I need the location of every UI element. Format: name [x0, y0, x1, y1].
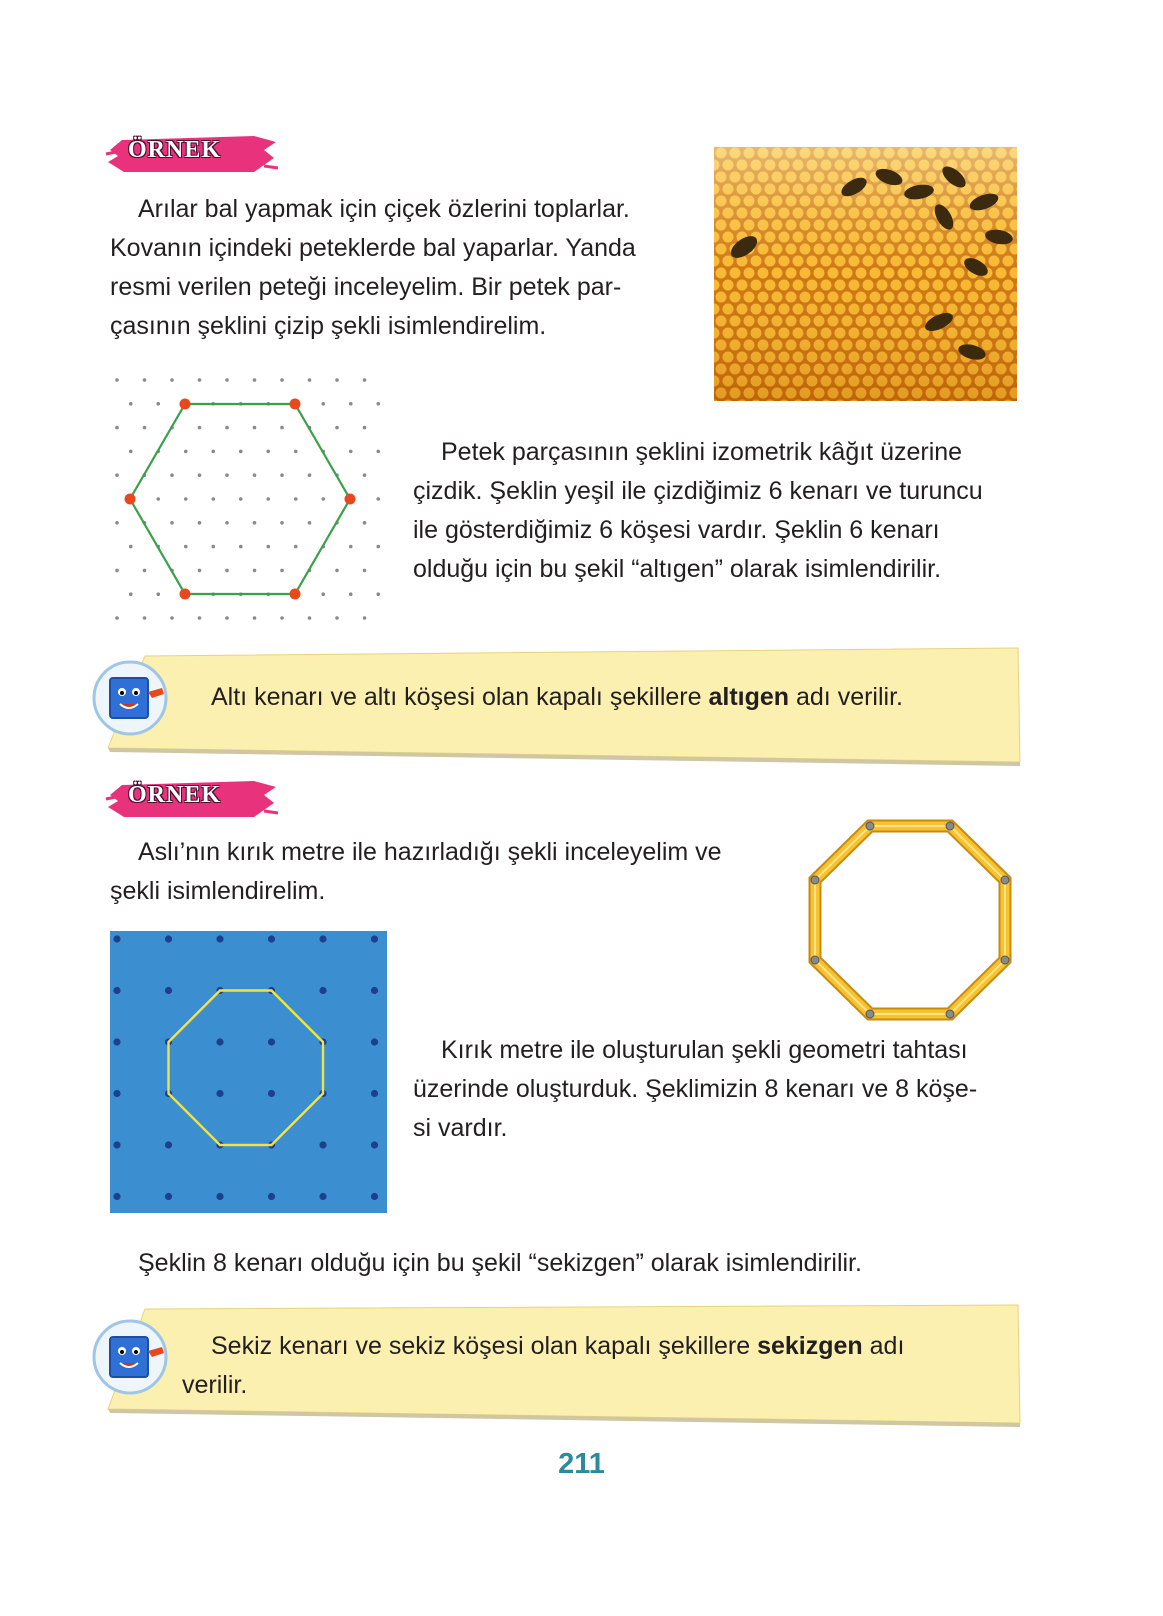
grid-dot — [225, 521, 229, 525]
mascot-icon — [92, 658, 172, 738]
mascot-icon — [92, 1317, 172, 1397]
grid-dot — [129, 402, 133, 406]
geoboard-peg — [165, 987, 172, 994]
grid-dot — [376, 402, 380, 406]
geoboard-peg — [268, 935, 275, 942]
geoboard-peg — [371, 987, 378, 994]
honeycomb-photo — [714, 147, 1017, 401]
geoboard-peg — [319, 1141, 326, 1148]
geoboard-peg — [113, 1090, 120, 1097]
grid-dot — [253, 616, 257, 620]
explanation-line: üzerinde oluşturduk. Şeklimizin 8 kenarı ve 8 köşe- — [413, 1075, 978, 1103]
intro-line: Aslı’nın kırık metre ile hazırladığı şekli inceleyelim ve — [138, 838, 722, 866]
isometric-hexagon-drawing — [105, 368, 390, 630]
geoboard-peg — [319, 987, 326, 994]
note-keyword: sekizgen — [757, 1332, 863, 1360]
badge-label: ÖRNEK — [128, 782, 222, 808]
example2-intro — [110, 833, 800, 911]
grid-dot — [280, 473, 284, 477]
geoboard-peg — [216, 1090, 223, 1097]
geoboard-peg — [371, 1038, 378, 1045]
grid-dot — [280, 521, 284, 525]
geoboard-peg — [165, 1193, 172, 1200]
grid-dot — [294, 497, 298, 501]
ornek-badge-2 — [104, 773, 279, 825]
grid-dot — [308, 473, 312, 477]
note-text-2 — [182, 1327, 1002, 1405]
note-text-part: verilir. — [182, 1371, 248, 1399]
grid-dot — [335, 569, 339, 573]
grid-dot — [170, 521, 174, 525]
grid-dot — [129, 592, 133, 596]
geoboard-peg — [113, 1193, 120, 1200]
grid-dot — [239, 497, 243, 501]
grid-dot — [335, 616, 339, 620]
hexagon-vertex — [180, 399, 191, 410]
grid-dot — [115, 378, 119, 382]
grid-dot — [143, 616, 147, 620]
grid-dot — [335, 426, 339, 430]
grid-dot — [129, 545, 133, 549]
grid-dot — [363, 378, 367, 382]
note-box-2 — [90, 1303, 1025, 1433]
example1-explanation — [413, 433, 1017, 589]
grid-dot — [294, 450, 298, 454]
grid-dot — [129, 450, 133, 454]
note-text-part: Altı kenarı ve altı köşesi olan kapalı şekillere — [211, 683, 709, 711]
grid-dot — [253, 521, 257, 525]
hexagon-vertex — [125, 494, 136, 505]
grid-dot — [266, 450, 270, 454]
grid-dot — [363, 569, 367, 573]
grid-dot — [253, 473, 257, 477]
geoboard-peg — [216, 1193, 223, 1200]
grid-dot — [115, 426, 119, 430]
note-keyword: altıgen — [708, 683, 790, 711]
grid-dot — [376, 497, 380, 501]
note-text-part: adı verilir. — [789, 683, 903, 711]
grid-dot — [156, 592, 160, 596]
grid-dot — [170, 378, 174, 382]
grid-dot — [225, 569, 229, 573]
geoboard-peg — [371, 1141, 378, 1148]
grid-dot — [308, 616, 312, 620]
grid-dot — [198, 378, 202, 382]
geoboard-peg — [165, 1141, 172, 1148]
hexagon-vertex — [345, 494, 356, 505]
explanation-line: çizdik. Şeklin yeşil ile çizdiğimiz 6 kenarı ve turuncu — [413, 477, 983, 505]
grid-dot — [198, 616, 202, 620]
grid-dot — [211, 497, 215, 501]
grid-dot — [349, 592, 353, 596]
note-box-1 — [90, 640, 1025, 770]
example1-intro — [110, 190, 688, 346]
geoboard-peg — [216, 935, 223, 942]
intro-line: resmi verilen peteği inceleyelim. Bir petek par- — [110, 273, 622, 301]
note-text-1 — [211, 678, 991, 717]
grid-dot — [349, 402, 353, 406]
note-text-part: Sekiz kenarı ve sekiz köşesi olan kapalı şekillere — [211, 1332, 758, 1360]
grid-dot — [211, 450, 215, 454]
explanation-line: si vardır. — [413, 1114, 508, 1142]
geoboard-peg — [113, 935, 120, 942]
grid-dot — [143, 426, 147, 430]
grid-dot — [253, 426, 257, 430]
grid-dot — [115, 616, 119, 620]
grid-dot — [184, 545, 188, 549]
grid-dot — [225, 426, 229, 430]
explanation-line: olduğu için bu şekil “altıgen” olarak isimlendirilir. — [413, 555, 942, 583]
grid-dot — [156, 497, 160, 501]
grid-dot — [349, 545, 353, 549]
intro-line: şekli isimlendirelim. — [110, 877, 326, 905]
geoboard-peg — [113, 1038, 120, 1045]
grid-dot — [115, 521, 119, 525]
ornek-badge-1 — [104, 128, 279, 180]
geoboard-peg — [268, 1193, 275, 1200]
grid-dot — [115, 473, 119, 477]
grid-dot — [280, 616, 284, 620]
grid-dot — [280, 569, 284, 573]
grid-dot — [115, 569, 119, 573]
intro-line: Arılar bal yapmak için çiçek özlerini toplarlar. — [138, 195, 630, 223]
geoboard-peg — [319, 935, 326, 942]
grid-dot — [184, 450, 188, 454]
hexagon-vertex — [290, 589, 301, 600]
hexagon-vertex — [180, 589, 191, 600]
geoboard-peg — [371, 935, 378, 942]
geoboard-peg — [113, 1141, 120, 1148]
intro-line: çasının şeklini çizip şekli isimlendirelim. — [110, 312, 547, 340]
grid-dot — [321, 402, 325, 406]
page-number: 211 — [558, 1448, 605, 1480]
note-text-part: adı — [862, 1332, 905, 1360]
badge-label: ÖRNEK — [128, 137, 222, 163]
grid-dot — [376, 450, 380, 454]
explanation-line: Petek parçasının şeklini izometrik kâğıt üzerine — [441, 438, 963, 466]
grid-dot — [363, 521, 367, 525]
grid-dot — [266, 545, 270, 549]
grid-dot — [321, 592, 325, 596]
geoboard-peg — [113, 987, 120, 994]
grid-dot — [253, 378, 257, 382]
hexagon-vertex — [290, 399, 301, 410]
grid-dot — [363, 426, 367, 430]
grid-dot — [143, 378, 147, 382]
grid-dot — [198, 569, 202, 573]
grid-dot — [225, 473, 229, 477]
grid-dot — [349, 450, 353, 454]
geoboard-peg — [165, 935, 172, 942]
geoboard-octagon — [110, 931, 387, 1213]
grid-dot — [280, 378, 284, 382]
grid-dot — [143, 569, 147, 573]
intro-line: Kovanın içindeki peteklerde bal yaparlar. Yanda — [110, 234, 636, 262]
geoboard-peg — [371, 1193, 378, 1200]
grid-dot — [308, 521, 312, 525]
explanation-line: ile gösterdiğimiz 6 köşesi vardır. Şeklin 6 kenarı — [413, 516, 940, 544]
grid-dot — [239, 450, 243, 454]
geoboard-surface — [110, 931, 387, 1213]
grid-dot — [170, 473, 174, 477]
grid-dot — [321, 497, 325, 501]
explanation-line: Kırık metre ile oluşturulan şekli geometri tahtası — [441, 1036, 968, 1064]
grid-dot — [225, 616, 229, 620]
grid-dot — [280, 426, 284, 430]
geoboard-peg — [216, 1038, 223, 1045]
grid-dot — [156, 402, 160, 406]
example2-conclusion: Şeklin 8 kenarı olduğu için bu şekil “sekizgen” olarak isimlendirilir. — [138, 1249, 862, 1277]
geoboard-peg — [319, 1193, 326, 1200]
grid-dot — [253, 569, 257, 573]
grid-dot — [294, 545, 298, 549]
grid-dot — [376, 592, 380, 596]
grid-dot — [239, 545, 243, 549]
grid-dot — [170, 616, 174, 620]
grid-dot — [198, 473, 202, 477]
example2-explanation — [413, 1031, 1017, 1148]
grid-dot — [308, 378, 312, 382]
geoboard-peg — [268, 1038, 275, 1045]
grid-dot — [211, 545, 215, 549]
grid-dot — [363, 616, 367, 620]
grid-dot — [266, 497, 270, 501]
folding-ruler-octagon — [805, 818, 1015, 1023]
grid-dot — [198, 521, 202, 525]
geoboard-peg — [268, 1090, 275, 1097]
grid-dot — [335, 378, 339, 382]
grid-dot — [198, 426, 202, 430]
grid-dot — [225, 378, 229, 382]
grid-dot — [363, 473, 367, 477]
grid-dot — [376, 545, 380, 549]
geoboard-peg — [371, 1090, 378, 1097]
grid-dot — [184, 497, 188, 501]
